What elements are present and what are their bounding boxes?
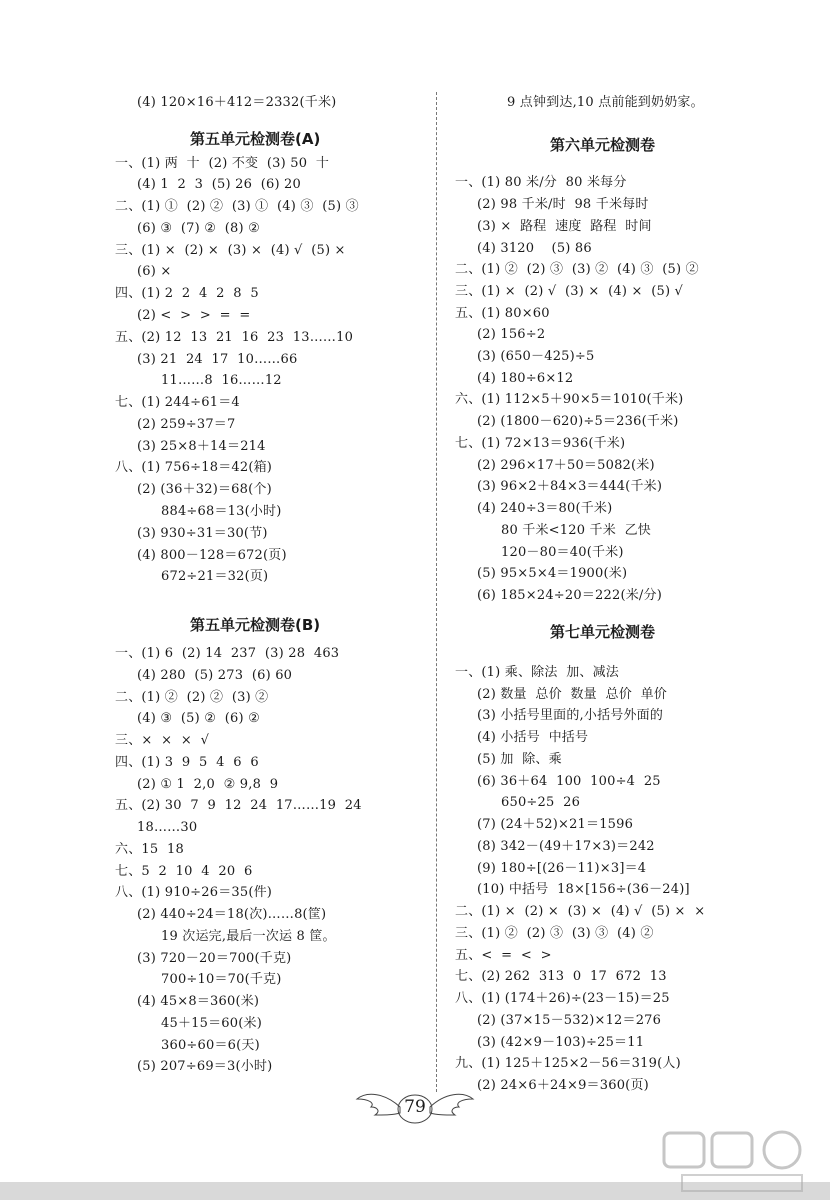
answer-line: 一、(1) 乘、除法 加、减法 [455,665,620,680]
answer-line: 672÷21＝32(页) [161,569,269,584]
answer-line: 三、(1) × (2) × (3) × (4) √ (5) × [115,243,346,258]
answer-line: (6) 185×24÷20＝222(米/分) [477,588,662,603]
answer-line: 一、(1) 两 十 (2) 不变 (3) 50 十 [115,156,330,171]
answer-line: (2) 24×6＋24×9＝360(页) [477,1078,649,1093]
answer-line: 六、15 18 [115,842,184,857]
answer-line: (3) (650－425)÷5 [477,349,595,364]
answer-line: (5) 加 除、乘 [477,752,562,767]
answer-line: 三、× × × √ [115,733,210,748]
answer-line: (2) 156÷2 [477,327,546,342]
answer-line: 七、5 2 10 4 20 6 [115,864,253,879]
answer-line: 11……8 16……12 [161,373,282,388]
answer-line: 二、(1) × (2) × (3) × (4) √ (5) × × [455,904,706,919]
section-heading: 第七单元检测卷 [550,623,656,641]
answer-line: 45＋15＝60(米) [161,1016,262,1031]
answer-line: (4) 45×8＝360(米) [137,994,260,1009]
answer-line: (4) 小括号 中括号 [477,730,589,745]
answer-line: 五、(2) 12 13 21 16 23 13……10 [115,330,354,345]
answer-line: 18……30 [137,820,198,835]
answer-line: 360÷60＝6(天) [161,1038,260,1053]
answer-line: (3) 小括号里面的,小括号外面的 [477,708,664,723]
answer-line: (4) 280 (5) 273 (6) 60 [137,668,293,683]
answer-line: (3) 96×2＋84×3＝444(千米) [477,479,663,494]
answer-line: (4) 3120 (5) 86 [477,241,592,256]
answer-line: 120－80＝40(千米) [501,545,624,560]
answer-line: (5) 95×5×4＝1900(米) [477,566,628,581]
answer-line: (5) 207÷69＝3(小时) [137,1059,273,1074]
answer-line: 五、< = < > [455,948,552,963]
answer-line: (3) × 路程 速度 路程 时间 [477,219,652,234]
answer-line: (3) 25×8＋14＝214 [137,439,266,454]
answer-line: 二、(1) ② (2) ③ (3) ② (4) ③ (5) ② [455,262,699,277]
section-heading: 第五单元检测卷(A) [190,130,321,148]
answer-line: 三、(1) × (2) √ (3) × (4) × (5) √ [455,284,684,299]
answer-line: (6) × [137,264,172,279]
answer-line: 七、(1) 72×13＝936(千米) [455,436,626,451]
answer-line: (2) (36＋32)＝68(个) [137,482,272,497]
answer-line: (2) 296×17＋50＝5082(米) [477,458,655,473]
answer-line: 四、(1) 3 9 5 4 6 6 [115,755,259,770]
answer-line: (2) 98 千米/时 98 千米每时 [477,197,649,212]
answer-line: (6) 36＋64 100 100÷4 25 [477,774,661,789]
answer-line: (2) ① 1 2,0 ② 9,8 9 [137,777,279,792]
section-heading: 第五单元检测卷(B) [190,616,321,634]
watermark-logo [662,1125,812,1195]
answer-line: 19 次运完,最后一次运 8 筐。 [161,929,336,944]
answer-line: (2) 440÷24＝18(次)……8(筐) [137,907,327,922]
answer-line: (4) 240÷3＝80(千米) [477,501,613,516]
answer-line: (7) (24＋52)×21＝1596 [477,817,634,832]
answer-line: (3) 720－20＝700(千克) [137,951,292,966]
answer-line: 四、(1) 2 2 4 2 8 5 [115,286,259,301]
answer-line: (6) ③ (7) ② (8) ② [137,221,260,236]
answer-line: 八、(1) 910÷26＝35(件) [115,885,273,900]
answer-line: (4) 800－128＝672(页) [137,548,287,563]
page-number: 79 [404,1097,426,1117]
answer-line: 七、(2) 262 313 0 17 672 13 [455,969,667,984]
answer-line: 700÷10＝70(千克) [161,972,282,987]
answer-line: 884÷68＝13(小时) [161,504,282,519]
answer-line: (3) (42×9－103)÷25＝11 [477,1035,645,1050]
answer-line: (9) 180÷[(26－11)×3]＝4 [477,861,647,876]
answer-line: 五、(1) 80×60 [455,306,550,321]
answer-line: 80 千米<120 千米 乙快 [501,523,651,538]
answer-line: (2) (1800－620)÷5＝236(千米) [477,414,679,429]
answer-line: 一、(1) 80 米/分 80 米每分 [455,175,627,190]
answer-line: (2) < > > = = [137,308,251,323]
answer-line: (4) 1 2 3 (5) 26 (6) 20 [137,177,301,192]
answer-line: 二、(1) ② (2) ② (3) ② [115,690,269,705]
answer-line: 六、(1) 112×5＋90×5＝1010(千米) [455,392,684,407]
answer-line: (4) 180÷6×12 [477,371,574,386]
answer-line: 二、(1) ① (2) ② (3) ① (4) ③ (5) ③ [115,199,359,214]
answer-line: (10) 中括号 18×[156÷(36－24)] [477,882,690,897]
answer-line: 一、(1) 6 (2) 14 237 (3) 28 463 [115,646,340,661]
answer-line: (2) (37×15－532)×12＝276 [477,1013,662,1028]
answer-line: (3) 21 24 17 10……66 [137,352,298,367]
answer-line: 9 点钟到达,10 点前能到奶奶家。 [507,95,704,110]
section-heading: 第六单元检测卷 [550,136,656,154]
answer-line: 八、(1) (174＋26)÷(23－15)＝25 [455,991,670,1006]
answer-line: (2) 259÷37＝7 [137,417,236,432]
answer-line: (4) ③ (5) ② (6) ② [137,711,260,726]
answer-line: 五、(2) 30 7 9 12 24 17……19 24 [115,798,362,813]
answer-line: 三、(1) ② (2) ③ (3) ③ (4) ② [455,926,654,941]
answer-line: (2) 数量 总价 数量 总价 单价 [477,687,668,702]
answer-line: 八、(1) 756÷18＝42(箱) [115,460,273,475]
column-divider [436,92,437,1092]
answer-line: (8) 342－(49＋17×3)＝242 [477,839,655,854]
answer-line: 七、(1) 244÷61＝4 [115,395,240,410]
answer-line: (3) 930÷31＝30(节) [137,526,268,541]
answer-line: (4) 120×16＋412＝2332(千米) [137,95,337,110]
answer-line: 九、(1) 125＋125×2－56＝319(人) [455,1056,681,1071]
answer-line: 650÷25 26 [501,795,581,810]
